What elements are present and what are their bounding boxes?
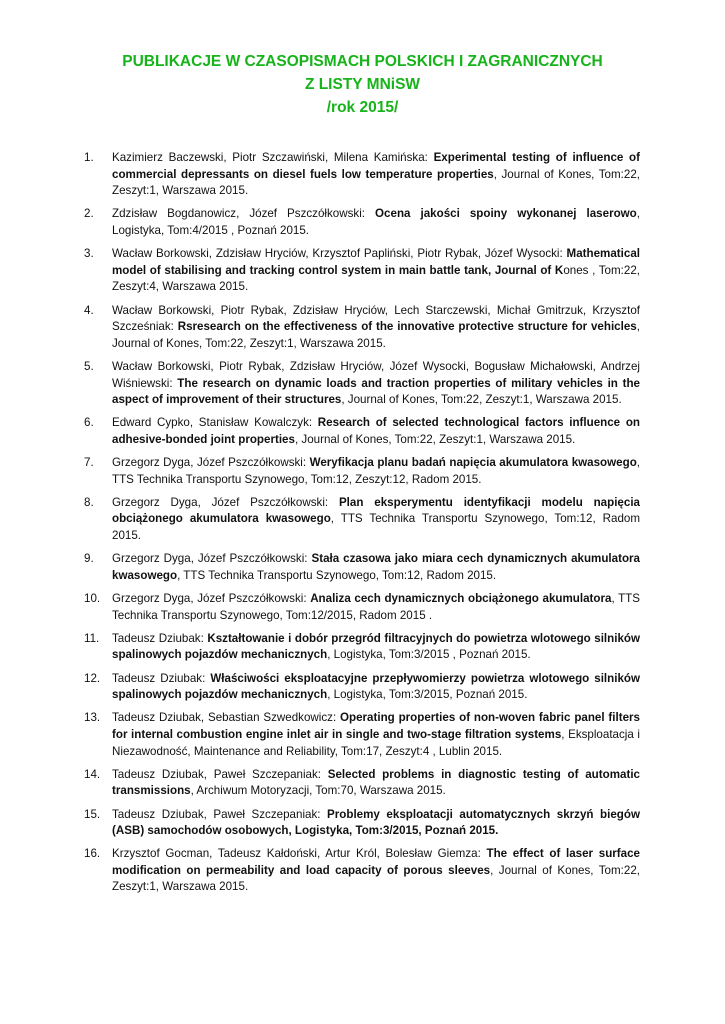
item-authors: Kazimierz Baczewski, Piotr Szczawiński, Milena Kamińska: bbox=[112, 151, 434, 164]
item-title: Weryfikacja planu badań napięcia akumulatora kwasowego bbox=[309, 456, 637, 470]
item-number: 7. bbox=[84, 456, 94, 470]
item-details: , Journal of Kones, Tom:22, Zeszyt:1, Warszawa 2015. bbox=[294, 432, 576, 446]
item-number: 6. bbox=[84, 416, 94, 430]
item-details: , Logistyka, Tom:4/2015 , Poznań 2015. bbox=[112, 207, 641, 237]
item-title: Kształtowanie i dobór przegród filtracyjnych do powietrza wlotowego silników spalinowych pojazdów mechanicznych bbox=[112, 631, 640, 662]
page-header bbox=[0, 50, 725, 119]
item-title: Selected problems in diagnostic testing of automatic transmissions bbox=[112, 767, 640, 798]
item-details: , Journal of Kones, Tom:22, Zeszyt:1, Warszawa 2015. bbox=[112, 167, 640, 198]
item-authors: Grzegorz Dyga, Józef Pszczółkowski: bbox=[112, 592, 311, 605]
item-details: ones , Tom:22, Zeszyt:4, Warszawa 2015. bbox=[112, 263, 640, 294]
item-number: 11. bbox=[84, 631, 100, 645]
item-number: 1. bbox=[84, 151, 94, 164]
item-title: The research on dynamic loads and traction properties of military vehicles in the aspect of improvement of their structures bbox=[112, 376, 640, 407]
publication-item bbox=[84, 591, 640, 624]
item-number: 5. bbox=[84, 359, 94, 373]
header-line-3: /rok 2015/ bbox=[326, 99, 399, 116]
item-authors: Zdzisław Bogdanowicz, Józef Pszczółkowski: bbox=[112, 207, 376, 221]
item-details: , Eksploatacja i Niezawodność, Maintenance and Reliability, Tom:17, Zeszyt:4 , Lublin 2015. bbox=[112, 727, 640, 758]
item-details: , Logistyka, Tom:3/2015, Poznań 2015. bbox=[327, 688, 528, 702]
item-number: 14. bbox=[84, 767, 101, 781]
item-authors: Krzysztof Gocman, Tadeusz Kałdoński, Artur Król, Bolesław Giemza: bbox=[112, 847, 487, 861]
item-authors: Grzegorz Dyga, Józef Pszczółkowski: bbox=[112, 552, 312, 566]
item-title: Problemy eksploatacji automatycznych skrzyń biegów (ASB) samochodów osobowych, Logistyka, Tom:3/2015, Poznań 2015. bbox=[112, 807, 640, 838]
item-authors: Tadeusz Dziubak, Paweł Szczepaniak: bbox=[112, 767, 328, 781]
item-details: , Journal of Kones, Tom:22, Zeszyt:1, Warszawa 2015. bbox=[341, 393, 622, 407]
item-title: The effect of laser surface modification on permeability and load capacity of porous sleeves bbox=[112, 847, 640, 877]
header-line-1: PUBLIKACJE W CZASOPISMACH POLSKICH I ZAGRANICZNYCH bbox=[122, 53, 603, 70]
item-authors: Wacław Borkowski, Piotr Rybak, Zdzisław Hryciów, Józef Wysocki, Bogusław Michałowski, Andrzej Wiśniewski: bbox=[112, 359, 640, 390]
publication-item bbox=[84, 495, 640, 545]
item-authors: Tadeusz Dziubak, Sebastian Szwedkowicz: bbox=[112, 711, 340, 725]
item-number: 16. bbox=[84, 847, 101, 861]
item-title: Ocena jakości spoiny wykonanej laserowo bbox=[375, 207, 637, 221]
item-title: Rsresearch on the effectiveness of the innovative protective structure for vehicles bbox=[177, 320, 637, 334]
item-authors: Edward Cypko, Stanisław Kowalczyk: bbox=[112, 416, 318, 430]
item-authors: Grzegorz Dyga, Józef Pszczółkowski: bbox=[112, 456, 310, 470]
item-authors: Wacław Borkowski, Piotr Rybak, Zdzisław Hryciów, Lech Starczewski, Michał Gmitrzuk, Krzysztof Szcześniak: bbox=[112, 303, 640, 334]
item-title: Stała czasowa jako miara cech dynamicznych akumulatora kwasowego bbox=[112, 552, 641, 582]
item-details: , Archiwum Motoryzacji, Tom:70, Warszawa 2015. bbox=[190, 784, 446, 798]
item-details: , Journal of Kones, Tom:22, Zeszyt:1, Warszawa 2015. bbox=[112, 863, 640, 894]
publication-item bbox=[84, 150, 640, 200]
publication-item bbox=[84, 710, 640, 760]
publication-list bbox=[84, 150, 640, 903]
item-number: 10. bbox=[84, 592, 101, 605]
item-details: , TTS Technika Transportu Szynowego, Tom:12/2015, Radom 2015 . bbox=[112, 592, 640, 622]
item-details: , TTS Technika Transportu Szynowego, Tom:12, Radom 2015. bbox=[112, 512, 640, 543]
publication-item bbox=[84, 206, 640, 239]
publication-item bbox=[84, 246, 640, 296]
item-title: Experimental testing of influence of commercial depressants on diesel fuels low temperature properties bbox=[112, 151, 640, 181]
item-details: , Journal of Kones, Tom:22, Zeszyt:1, Warszawa 2015. bbox=[112, 320, 640, 350]
item-authors: Wacław Borkowski, Zdzisław Hryciów, Krzysztof Papliński, Piotr Rybak, Józef Wysocki: bbox=[112, 247, 567, 261]
publication-item bbox=[84, 551, 640, 584]
item-number: 2. bbox=[84, 207, 94, 221]
item-authors: Grzegorz Dyga, Józef Pszczółkowski: bbox=[112, 495, 339, 509]
item-number: 3. bbox=[84, 247, 94, 261]
item-number: 8. bbox=[84, 495, 94, 509]
item-details: , Logistyka, Tom:3/2015 , Poznań 2015. bbox=[327, 648, 531, 662]
item-title: Właściwości eksploatacyjne przepływomierzy powietrza wlotowego silników spalinowych pojazdów mechanicznych bbox=[112, 671, 640, 702]
publication-item bbox=[84, 631, 640, 664]
item-title: Analiza cech dynamicznych obciążonego akumulatora bbox=[310, 592, 612, 605]
publication-item bbox=[84, 415, 640, 448]
item-details: , TTS Technika Transportu Szynowego, Tom:12, Radom 2015. bbox=[177, 568, 497, 582]
item-number: 9. bbox=[84, 552, 94, 566]
item-number: 12. bbox=[84, 671, 101, 685]
publication-item bbox=[84, 303, 640, 353]
item-number: 15. bbox=[84, 807, 101, 821]
item-authors: Tadeusz Dziubak: bbox=[112, 631, 208, 645]
item-title: Plan eksperymentu identyfikacji modelu napięcia obciążonego akumulatora kwasowego bbox=[112, 495, 640, 526]
publication-item bbox=[84, 359, 640, 409]
item-title: Mathematical model of stabilising and tracking control system in main battle tank, Journal of K bbox=[112, 247, 640, 277]
item-authors: Tadeusz Dziubak, Paweł Szczepaniak: bbox=[112, 807, 328, 821]
item-authors: Tadeusz Dziubak: bbox=[112, 671, 211, 685]
item-details: , TTS Technika Transportu Szynowego, Tom:12, Zeszyt:12, Radom 2015. bbox=[112, 456, 641, 486]
item-title: Operating properties of non-woven fabric panel filters for internal combustion engine inlet air in single and two-stage filtration systems bbox=[112, 711, 641, 741]
item-number: 13. bbox=[84, 711, 101, 725]
publication-item bbox=[84, 671, 640, 704]
publication-item bbox=[84, 767, 640, 800]
header-line-2: Z LISTY MNiSW bbox=[304, 76, 421, 93]
item-title: Research of selected technological factors influence on adhesive-bonded joint properties bbox=[112, 416, 640, 446]
publication-item bbox=[84, 455, 640, 488]
item-number: 4. bbox=[84, 303, 94, 317]
publication-item bbox=[84, 807, 640, 840]
publication-item bbox=[84, 846, 640, 896]
